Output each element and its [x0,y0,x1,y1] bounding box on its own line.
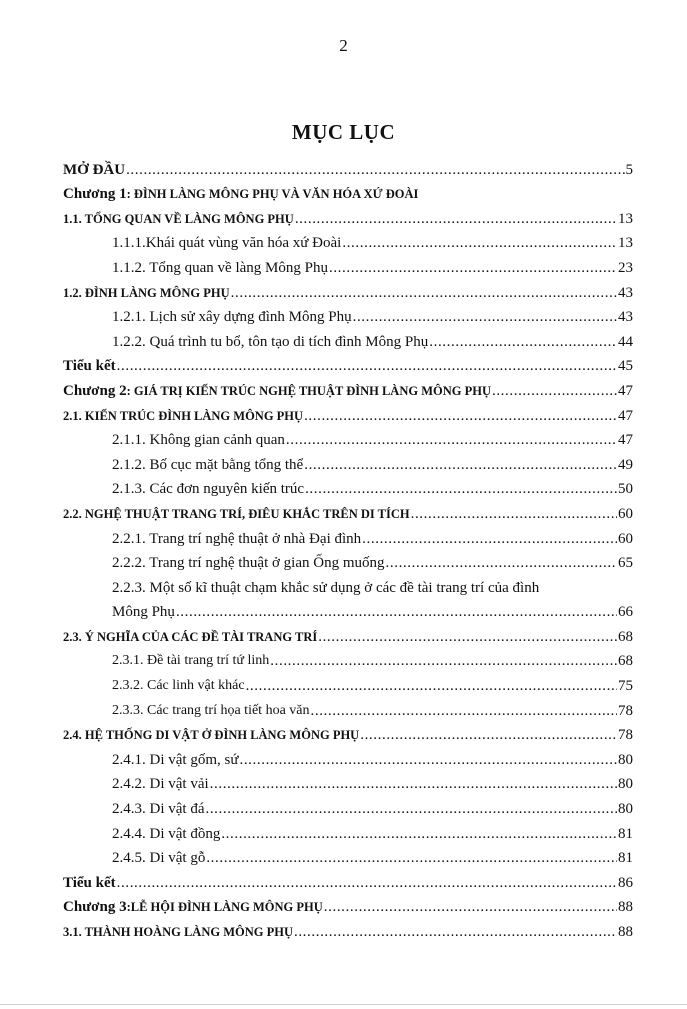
toc-entry-2-4[interactable]: 2.4. HỆ THỐNG DI VẬT Ở ĐÌNH LÀNG MÔNG PHỤ ..... 78 [63,720,633,745]
toc-entry-2-4-5[interactable]: 2.4.5. Di vật gỗ ..... 81 [63,843,633,868]
toc-entry-2-2-3[interactable]: 2.2.3. Một số kĩ thuật chạm khắc sử dụng ở các đề tài trang trí của đình [112,579,540,596]
toc-entry-1-2[interactable]: 1.2. ĐÌNH LÀNG MÔNG PHỤ ..... 43 [63,277,633,302]
page-bottom-edge [0,1004,687,1005]
toc-entry-chapter-3[interactable]: Chương 3:LỄ HỘI ĐÌNH LÀNG MÔNG PHỤ ..... 88 [63,892,633,917]
toc-entry-3-1[interactable]: 3.1. THÀNH HOÀNG LÀNG MÔNG PHỤ ..... 88 [63,916,633,941]
toc-entry-2-3[interactable]: 2.3. Ý NGHĨA CỦA CÁC ĐỀ TÀI TRANG TRÍ ..... 68 [63,621,633,646]
toc-entry-2-3-2[interactable]: 2.3.2. Các linh vật khác ..... 75 [63,670,633,695]
toc-entry-2-1[interactable]: 2.1. KIẾN TRÚC ĐÌNH LÀNG MÔNG PHỤ ..... 47 [63,400,633,425]
toc-entry-1-1[interactable]: 1.1. TỔNG QUAN VỀ LÀNG MÔNG PHỤ ..... 13 [63,203,633,228]
toc-entry-2-3-3[interactable]: 2.3.3. Các trang trí họa tiết hoa văn ..... 78 [63,695,633,720]
toc-entry-chapter-1[interactable]: Chương 1: ĐÌNH LÀNG MÔNG PHỤ VÀ VĂN HÓA XỨ ĐOÀI [63,186,419,203]
toc-entry-2-2[interactable]: 2.2. NGHỆ THUẬT TRANG TRÍ, ĐIÊU KHẮC TRÊN DI TÍCH ..... 60 [63,498,633,523]
toc-entry-2-1-1[interactable]: 2.1.1. Không gian cảnh quan ..... 47 [63,425,633,450]
toc-entry-2-2-1[interactable]: 2.2.1. Trang trí nghệ thuật ở nhà Đại đình ..... 60 [63,523,633,548]
toc-entry-2-4-2[interactable]: 2.4.2. Di vật vải ..... 80 [63,769,633,794]
table-of-contents [63,154,633,941]
toc-entry-mo-dau[interactable]: MỞ ĐẦU ..... 5 [63,154,633,179]
toc-entry-2-4-4[interactable]: 2.4.4. Di vật đồng ..... 81 [63,818,633,843]
toc-entry-2-3-1[interactable]: 2.3.1. Đề tài trang trí tứ linh ..... 68 [63,646,633,671]
toc-entry-1-2-1[interactable]: 1.2.1. Lịch sử xây dựng đình Mông Phụ ..... 43 [63,302,633,327]
toc-entry-chapter-2[interactable]: Chương 2: GIÁ TRỊ KIẾN TRÚC NGHỆ THUẬT ĐÌNH LÀNG MÔNG PHỤ ..... 47 [63,375,633,400]
toc-entry-tieu-ket-2[interactable]: Tiểu kết ..... 86 [63,867,633,892]
toc-entry-2-4-1[interactable]: 2.4.1. Di vật gốm, sứ ..... 80 [63,744,633,769]
toc-title: MỤC LỤC [291,120,396,144]
page-number: 2 [339,36,348,55]
toc-entry-1-2-2[interactable]: 1.2.2. Quá trình tu bổ, tôn tạo di tích đình Mông Phụ ..... 44 [63,326,633,351]
toc-entry-2-1-2[interactable]: 2.1.2. Bố cục mặt bằng tổng thể ..... 49 [63,449,633,474]
toc-entry-2-4-3[interactable]: 2.4.3. Di vật đá ..... 80 [63,793,633,818]
toc-entry-1-1-2[interactable]: 1.1.2. Tổng quan về làng Mông Phụ ..... 23 [63,252,633,277]
toc-entry-2-2-3-continued[interactable]: Mông Phụ ..... 66 [63,597,633,622]
toc-entry-tieu-ket-1[interactable]: Tiểu kết ..... 45 [63,351,633,376]
toc-entry-1-1-1[interactable]: 1.1.1.Khái quát vùng văn hóa xứ Đoài ..... 13 [63,228,633,253]
toc-entry-2-2-2[interactable]: 2.2.2. Trang trí nghệ thuật ở gian Ống muống ..... 65 [63,548,633,573]
toc-entry-2-1-3[interactable]: 2.1.3. Các đơn nguyên kiến trúc ..... 50 [63,474,633,499]
